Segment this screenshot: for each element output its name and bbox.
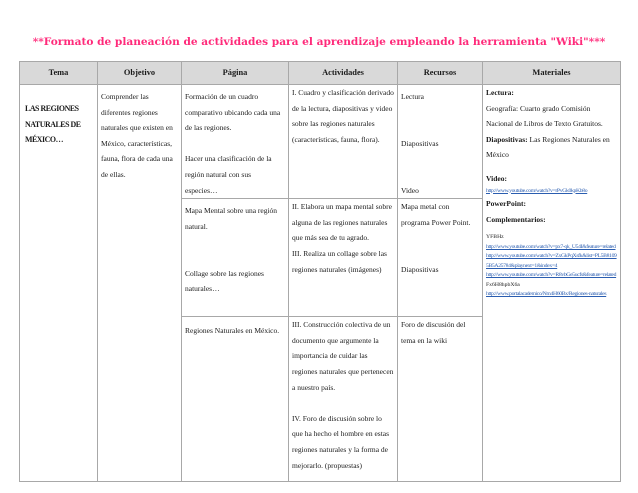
materiales-content [486,85,617,300]
header-recursos: Recursos [398,62,483,85]
complementary-text: Fx6H8hpbX6a [486,281,520,288]
lectura-text: Geografía: Cuarto grado Comisión Nacional de Libros de Texto Gratuitos. [486,103,603,129]
document-title: **Formato de planeación de actividades para el aprendizaje empleando la herramienta "Wiki"*** [32,36,606,48]
header-materiales: Materiales [483,62,621,85]
actividades-text: III. Construcción colectiva de un documento que argumente la importancia de cuidar las regiones naturales que pertenecen a nuestro país. IV. Foro de discusión sobre lo que ha hecho el hombre en estas regiones naturales y la forma de mejorarlo. (propuestas) [292,320,394,470]
recursos-text: Foro de discusión del tema en la wiki [401,320,466,345]
header-pagina: Página [182,62,289,85]
recursos-cell [398,317,483,482]
complementary-link[interactable]: http://www.youtube.com/watch?v=ZxGkPqXsfk&list=PL5B81095B5A25784&playnext=1&index=4 [486,253,617,269]
actividades-cell [289,85,398,199]
objetivo-text: Comprender las diferentes regiones naturales que existen en México, características, fauna, flora de cada una de ellas. [101,92,173,179]
video-link[interactable]: http://www.youtube.com/watch?v=rPvGk0kpKb8o [486,187,588,194]
complementary-link[interactable]: http://www.youtube.com/watch?v=px7-qk_U54I&feature=related [486,243,616,250]
pagina-cell [182,199,289,317]
table-row [20,85,621,199]
tema-text: LAS REGIONES NATURALES DE MÉXICO… [25,104,81,145]
actividades-cell [289,317,398,482]
powerpoint-label: PowerPoint: [486,199,526,209]
actividades-cell [289,199,398,317]
diapositivas-text: Las Regiones Naturales en México [486,134,610,160]
recursos-cell [398,85,483,199]
header-objetivo: Objetivo [98,62,182,85]
complementary-link[interactable]: http://www.youtube.com/watch?v=R8vbGe5ucfs&feature=related [486,272,617,279]
pagina-text: Mapa Mental sobre una región natural. Collage sobre las regiones naturales… [185,206,278,294]
planning-table [19,61,621,482]
diapositivas-label: Diapositivas: [486,134,528,144]
recursos-cell [398,199,483,317]
recursos-text: Lectura Diapositivas Video [401,92,439,195]
complementary-text: YFBHz [486,234,504,241]
materiales-cell [483,85,621,482]
complementarios-list [486,227,617,300]
pagina-text: Regiones Naturales en México. [185,326,280,336]
complementarios-label: Complementarios: [486,214,546,224]
header-row [20,62,621,85]
actividades-text: II. Elabora un mapa mental sobre alguna de las regiones naturales que más sea de tu agrado. III. Realiza un collage sobre las regiones naturales (imágenes) [292,202,392,274]
pagina-text: Formación de un cuadro comparativo ubicando cada una de las regiones. Hacer una clasificación de la región natural con sus especies… [185,92,281,195]
video-label: Video: [486,173,507,183]
header-actividades: Actividades [289,62,398,85]
complementary-link[interactable]: http://www.portalacademico/Nm4H60Bx/Regiones-naturales [486,291,607,298]
pagina-cell [182,85,289,199]
lectura-label: Lectura: [486,88,514,97]
tema-cell [20,85,98,482]
header-tema: Tema [20,62,98,85]
recursos-text: Mapa metal con programa Power Point. Diapositivas [401,202,471,274]
actividades-text: I. Cuadro y clasificación derivado de la lectura, diapositivas y video sobre las regiones naturales (características, fauna, flora). [292,88,394,144]
objetivo-cell [98,85,182,482]
pagina-cell [182,317,289,482]
